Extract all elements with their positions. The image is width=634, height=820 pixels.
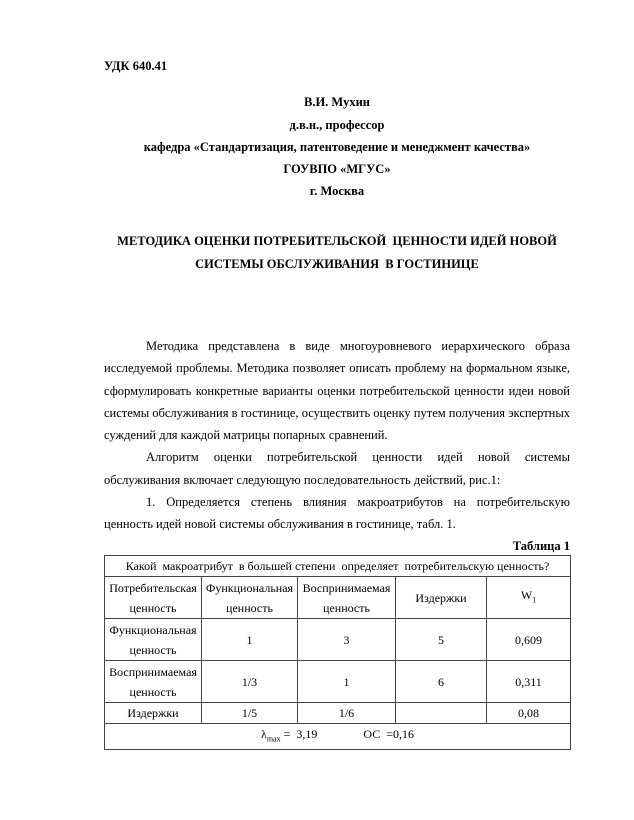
header-cell-w (487, 577, 571, 619)
table-cell: 0,08 (487, 703, 571, 724)
table-row (105, 619, 571, 661)
author-org: ГОУВПО «МГУС» (283, 162, 391, 176)
w-label: W (520, 587, 533, 602)
table-cell: 6 (396, 661, 487, 703)
table-cell: 1/3 (202, 661, 298, 703)
table-cell: 5 (396, 619, 487, 661)
w-subscript: 1 (532, 595, 537, 605)
header-cell: Потребительская ценность (105, 577, 202, 619)
author-degree: д.в.н., профессор (289, 118, 385, 132)
table-cell: Воспринимаемая ценность (105, 661, 202, 703)
table-footer (105, 724, 571, 750)
title-line-2: СИСТЕМЫ ОБСЛУЖИВАНИЯ В ГОСТИНИЦЕ (195, 257, 479, 271)
table-cell: 0,311 (487, 661, 571, 703)
table-row (105, 661, 571, 703)
author-city: г. Москва (309, 184, 365, 198)
table-cell: 1/5 (202, 703, 298, 724)
table-question: Какой макроатрибут в большей степени определяет потребительскую ценность? (105, 556, 571, 577)
title-line-1: МЕТОДИКА ОЦЕНКИ ПОТРЕБИТЕЛЬСКОЙ ЦЕННОСТИ ИДЕЙ НОВОЙ (117, 234, 557, 248)
author-department: кафедра «Стандартизация, патентоведение и менеджмент качества» (143, 140, 531, 154)
table-cell: Функциональная ценность (105, 619, 202, 661)
table-cell: Издержки (105, 703, 202, 724)
table-cell: 1 (298, 661, 396, 703)
table-cell: 0,609 (487, 619, 571, 661)
lambda-value: = 3,19 (280, 727, 318, 741)
table-cell: 1/6 (298, 703, 396, 724)
author-name: В.И. Мухин (304, 95, 370, 109)
header-cell: Функциональная ценность (202, 577, 298, 619)
table-cell: 3 (298, 619, 396, 661)
paragraph: 1. Определяется степень влияния макроатрибутов на потребительскую ценность идей новой системы обслуживания в гостинице, табл. 1. (104, 495, 570, 532)
body-text (104, 335, 570, 536)
table-cell: 1 (202, 619, 298, 661)
header-cell: Воспринимаемая ценность (298, 577, 396, 619)
table-caption: Таблица 1 (512, 539, 570, 553)
paragraph: Методика представлена в виде многоуровневого иерархического образа исследуемой проблемы. Методика позволяет описать проблему на формальном языке, сформулировать конкретные варианты оценки потребительской ценности идеи новой системы обслуживания в гостинице, осуществить оценку путем получения экспертных суждений для каждой матрицы попарных сравнений. (104, 339, 570, 443)
comparison-table (104, 555, 571, 750)
header-cell: Издержки (396, 577, 487, 619)
lambda-subscript: max (266, 734, 281, 744)
paragraph: Алгоритм оценки потребительской ценности идей новой системы обслуживания включает следующую последовательность действий, рис.1: (104, 450, 570, 487)
lambda-label: λ (261, 727, 267, 741)
udk-code: УДК 640.41 (104, 59, 168, 73)
oc-value: ОС =0,16 (363, 727, 414, 741)
table-cell (396, 703, 487, 724)
table-row (105, 703, 571, 724)
